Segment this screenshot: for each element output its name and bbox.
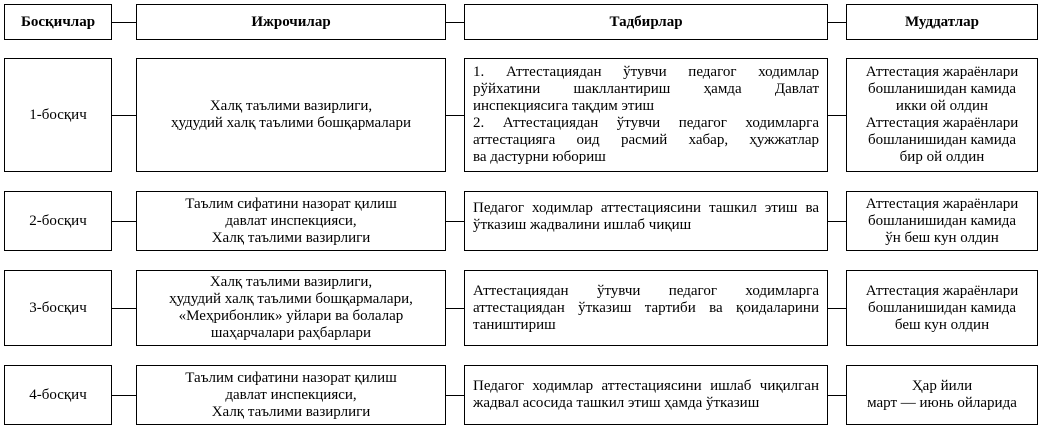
connector-line (828, 115, 846, 116)
action-line: таништириш (473, 316, 556, 333)
action-line: 1. Аттестациядан ўтувчи педагог ходимлар (473, 64, 819, 80)
actions-box (464, 365, 828, 425)
connector-line (828, 308, 846, 309)
deadline-box (846, 191, 1038, 251)
executor-text: Халқ таълими вазирлиги, ҳудудий халқ таълими бошқармалари, «Меҳрибонлик» уйлари ва болалар шаҳарчалари раҳбарлари (169, 274, 413, 341)
stage-label: 4-босқич (29, 386, 87, 403)
connector-line (446, 221, 464, 222)
connector-line (446, 22, 464, 23)
deadline-text: Аттестация жараёнлари бошланишидан камида икки ой олдин Аттестация жараёнлари бошланишидан камида бир ой олдин (865, 64, 1019, 165)
deadline-text: Ҳар йили март — июнь ойларида (867, 378, 1017, 411)
actions-text (473, 64, 819, 166)
actions-text (473, 200, 819, 234)
action-line: ўтказиш жадвалини ишлаб чиқиш (473, 217, 692, 233)
connector-line (828, 221, 846, 222)
connector-line (112, 308, 136, 309)
actions-box (464, 270, 828, 346)
connector-line (446, 308, 464, 309)
deadline-text: Аттестация жараёнлари бошланишидан камида ўн беш кун олдин (865, 195, 1019, 246)
connector-line (446, 395, 464, 396)
executor-box (136, 270, 446, 346)
executor-box (136, 365, 446, 425)
deadline-box (846, 58, 1038, 172)
deadline-box (846, 270, 1038, 346)
action-line: Педагог ходимлар аттестациясини ташкил этиш ва (473, 200, 819, 216)
stage-label: 2-босқич (29, 212, 87, 229)
connector-line (446, 115, 464, 116)
executor-box (136, 58, 446, 172)
actions-text (473, 283, 819, 334)
action-line: жадвал асосида ташкил этиш ҳамда ўтказиш (473, 395, 760, 411)
header-deadlines-label: Муддатлар (904, 13, 980, 30)
executor-text: Таълим сифатини назорат қилиш давлат инспекцияси, Халқ таълими вазирлиги (185, 369, 397, 420)
action-line: аттестациядан ўтказиш тартиби ва қоидаларини (473, 299, 819, 316)
deadline-text: Аттестация жараёнлари бошланишидан камида беш кун олдин (865, 282, 1019, 333)
connector-line (112, 395, 136, 396)
executor-text: Таълим сифатини назорат қилиш давлат инспекцияси, Халқ таълими вазирлиги (185, 195, 397, 246)
stage-label: 3-босқич (29, 299, 87, 316)
connector-line (112, 22, 136, 23)
connector-line (828, 22, 846, 23)
header-stages (4, 4, 112, 40)
header-executors-label: Ижрочилар (251, 13, 331, 30)
header-stages-label: Босқичлар (20, 13, 96, 30)
header-actions-label: Тадбирлар (609, 13, 683, 30)
action-line: рўйхатини шакллантириш ҳамда Давлат (473, 81, 819, 97)
executor-text: Халқ таълими вазирлиги, ҳудудий халқ таълими бошқармалари (171, 98, 411, 131)
actions-box (464, 191, 828, 251)
connector-line (112, 221, 136, 222)
actions-text (473, 378, 819, 412)
action-line: Аттестациядан ўтувчи педагог ходимларга (473, 282, 819, 299)
connector-line (828, 395, 846, 396)
action-line: ва дастурни юбориш (473, 149, 606, 165)
stage-label: 1-босқич (29, 106, 87, 123)
stage-box (4, 365, 112, 425)
header-executors (136, 4, 446, 40)
deadline-box (846, 365, 1038, 425)
executor-box (136, 191, 446, 251)
action-line: 2. Аттестациядан ўтувчи педагог ходимларга (473, 115, 819, 131)
stage-box (4, 58, 112, 172)
action-line: аттестацияга оид расмий хабар, ҳужжатлар (473, 132, 819, 148)
action-line: Педагог ходимлар аттестациясини ишлаб чиқилган (473, 378, 819, 394)
stage-box (4, 270, 112, 346)
header-actions (464, 4, 828, 40)
action-line: инспекциясига тақдим этиш (473, 98, 655, 114)
connector-line (112, 115, 136, 116)
stage-box (4, 191, 112, 251)
actions-box (464, 58, 828, 172)
header-deadlines (846, 4, 1038, 40)
